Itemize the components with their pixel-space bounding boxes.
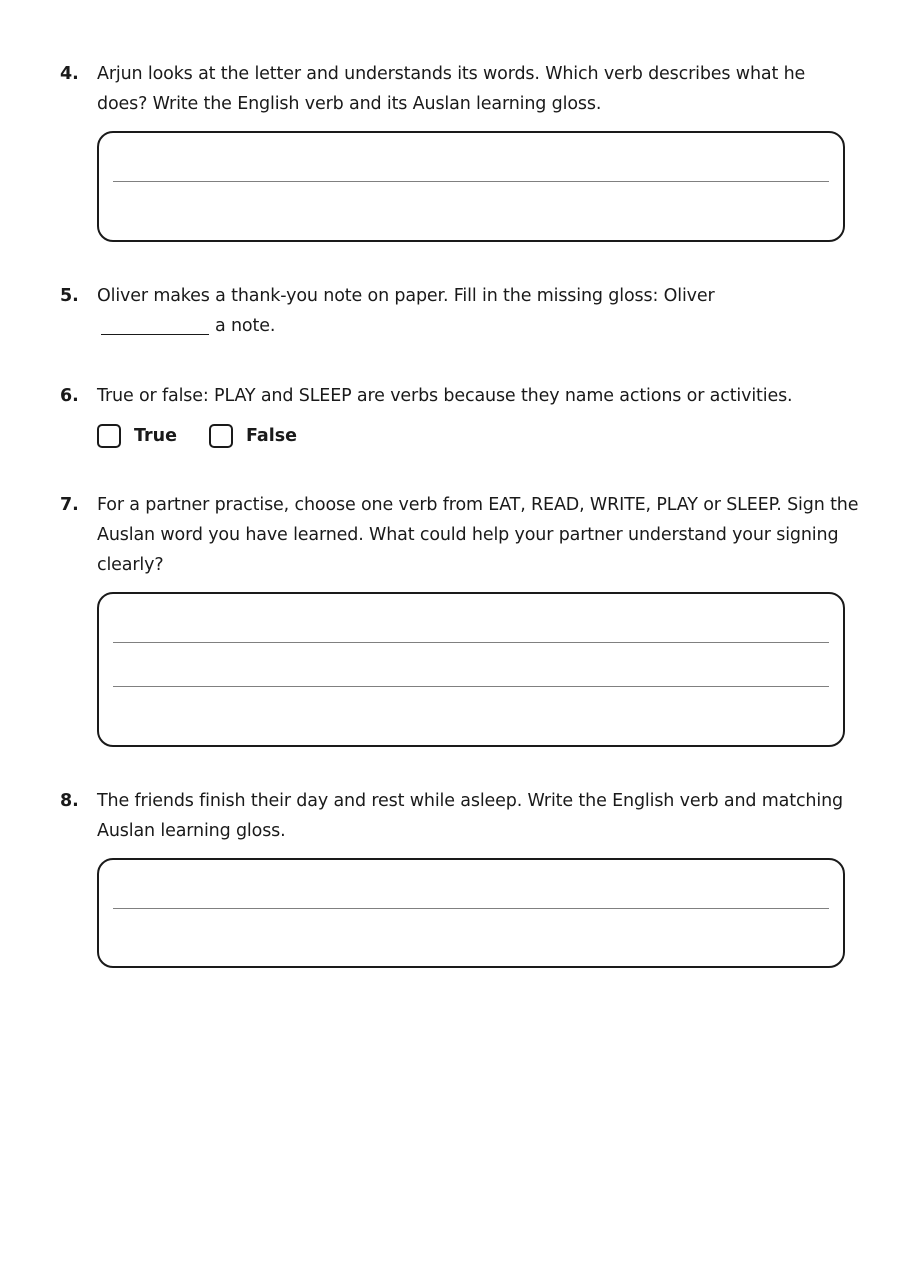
answer-line — [113, 908, 829, 909]
answer-box-8[interactable] — [97, 858, 845, 968]
question-text — [97, 281, 860, 341]
question-8 — [60, 786, 860, 846]
answer-line — [113, 642, 829, 643]
question-number: 4. — [60, 64, 79, 84]
answer-line — [113, 686, 829, 687]
question-4 — [60, 59, 860, 119]
checkbox-true[interactable] — [97, 424, 121, 448]
fill-in-blank[interactable] — [101, 314, 209, 335]
option-false[interactable] — [209, 421, 297, 451]
question-number: 8. — [60, 791, 79, 811]
option-label-false: False — [245, 426, 298, 446]
question-7 — [60, 490, 860, 580]
question-text: Arjun looks at the letter and understands its words. Which verb describes what he does? Write the English verb and its Auslan learning gloss. — [97, 64, 806, 114]
option-label-true: True — [134, 426, 177, 446]
answer-line — [113, 181, 829, 182]
question-text: The friends finish their day and rest while asleep. Write the English verb and matching Auslan learning gloss. — [97, 791, 843, 841]
checkbox-false[interactable] — [209, 424, 233, 448]
question-6 — [60, 381, 860, 411]
true-false-options — [97, 421, 329, 451]
question-number: 6. — [60, 386, 79, 406]
question-number: 5. — [60, 286, 79, 306]
question-number: 7. — [60, 495, 79, 515]
question-text-after: a note. — [215, 316, 276, 336]
question-text-before: Oliver makes a thank-you note on paper. Fill in the missing gloss: Oliver — [97, 286, 715, 306]
question-5 — [60, 281, 860, 341]
question-text: For a partner practise, choose one verb from EAT, READ, WRITE, PLAY or SLEEP. Sign the Auslan word you have learned. What could help your partner understand your signing clearly? — [97, 495, 859, 575]
option-true[interactable] — [97, 421, 177, 451]
answer-box-7[interactable] — [97, 592, 845, 747]
question-text: True or false: PLAY and SLEEP are verbs because they name actions or activities. — [97, 386, 793, 406]
answer-box-4[interactable] — [97, 131, 845, 242]
